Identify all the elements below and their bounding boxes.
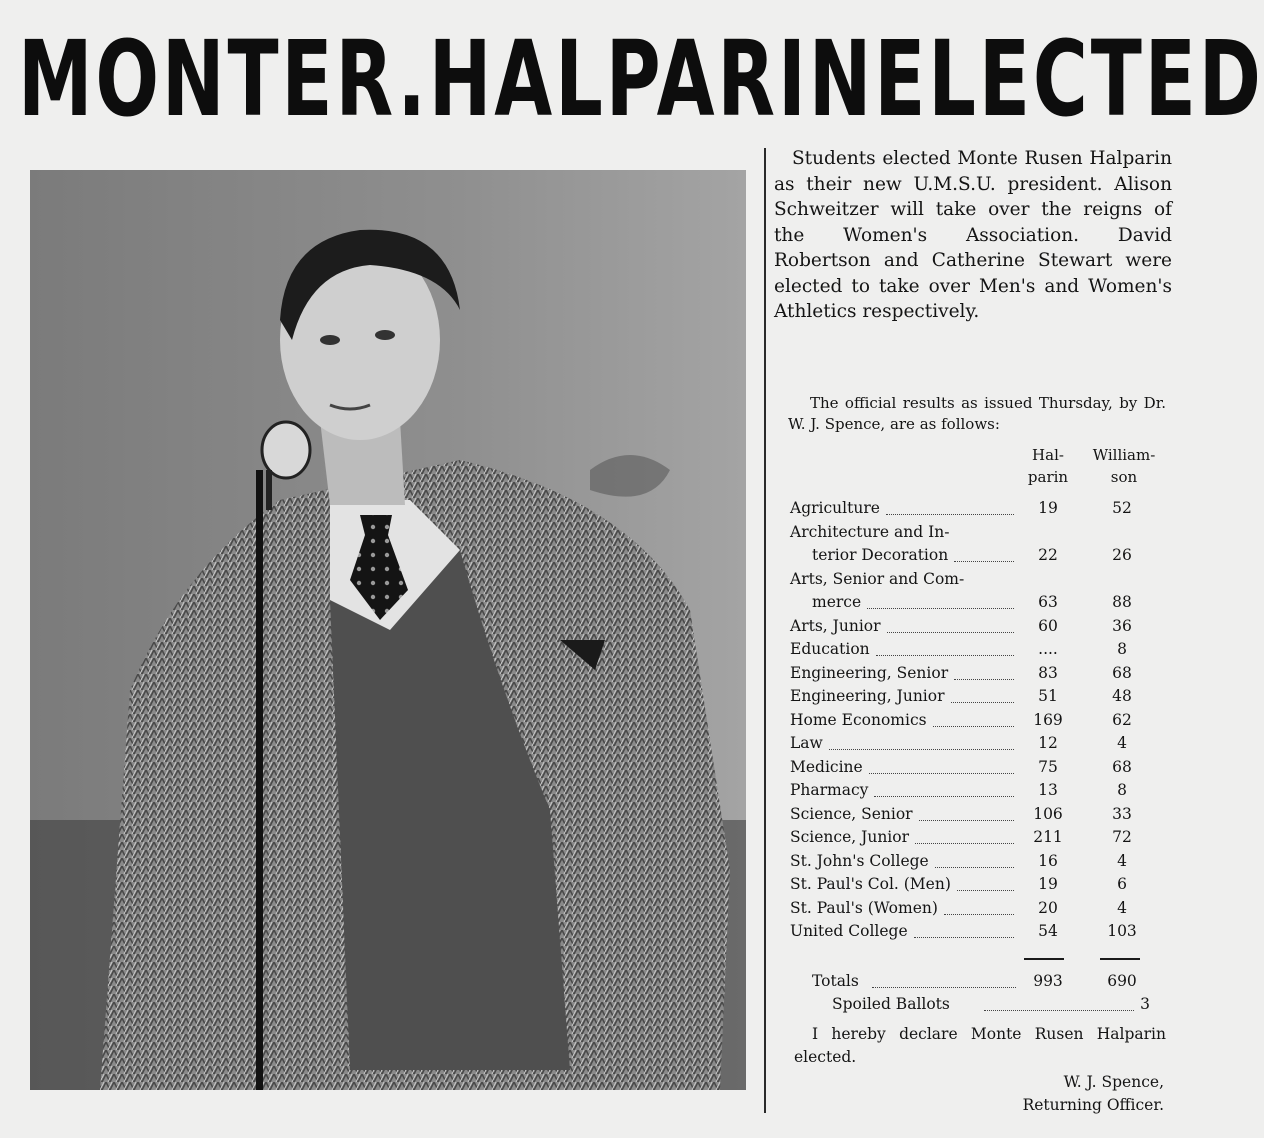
result-row [790,568,1150,592]
result-faculty: Science, Senior [790,804,913,823]
headline-word-elected: ELECTED [874,18,1264,140]
result-williamson: 68 [1112,757,1132,776]
result-williamson: 62 [1112,710,1132,729]
result-halparin: 169 [1033,710,1063,729]
column-header-williamson-line1: William- [1092,446,1156,464]
headline-word-halparin: HALPARIN [428,18,875,140]
result-row [790,850,1150,874]
result-row [790,709,1150,733]
result-row [790,497,1150,521]
totals-rule-williamson [1100,958,1140,960]
intro-text: Students elected Monte Rusen Halparin as their new U.M.S.U. president. Alison Schweitzer will take over the reigns of the Women's Association. David Robertson and Catherine Stewart were elected to take over Men's and Women's Athletics respectively. [774,148,1172,322]
leader-dots [915,842,1014,844]
result-row [790,756,1150,780]
result-halparin: .... [1038,640,1058,658]
leader-dots [886,513,1014,515]
result-faculty: Arts, Senior and Com- [790,569,965,588]
results-lead [788,393,1166,435]
column-header-williamson [1084,444,1164,488]
leader-dots [944,913,1014,915]
result-faculty: St. Paul's (Women) [790,898,938,917]
result-halparin: 13 [1038,781,1058,799]
result-faculty: Medicine [790,757,863,776]
result-halparin: 60 [1038,616,1058,635]
result-row [790,591,1150,615]
result-williamson: 6 [1117,875,1127,893]
result-williamson: 33 [1112,804,1132,823]
result-williamson: 48 [1112,687,1132,705]
result-halparin: 51 [1038,687,1058,705]
leader-dots [914,936,1014,938]
result-row [790,920,1150,944]
results-table [790,497,1150,944]
result-williamson: 88 [1112,593,1132,611]
leader-dots [876,654,1014,656]
leader-dots [829,748,1014,750]
signature-name: W. J. Spence, [1063,1073,1164,1091]
result-halparin: 54 [1038,922,1058,940]
result-faculty: Education [790,640,870,658]
leader-dots [874,795,1014,797]
result-williamson: 4 [1117,898,1127,917]
result-row [790,732,1150,756]
result-williamson: 26 [1112,546,1132,564]
result-faculty: terior Decoration [812,546,949,564]
totals-block [790,970,1150,1016]
result-halparin: 16 [1038,851,1058,870]
leader-dots [869,772,1014,774]
result-row [790,873,1150,897]
column-header-williamson-line2: son [1110,468,1138,486]
result-faculty: merce [812,593,862,611]
result-row [790,544,1150,568]
intro-paragraph [774,146,1172,325]
result-williamson: 4 [1117,734,1127,752]
result-halparin: 83 [1038,663,1058,682]
leader-dots [933,725,1014,727]
result-faculty: Engineering, Senior [790,663,949,682]
spoiled-label: Spoiled Ballots [832,995,950,1013]
spoiled-value: 3 [1140,995,1150,1013]
result-faculty: Home Economics [790,710,927,729]
leader-dots [954,678,1014,680]
result-williamson: 36 [1112,616,1132,635]
speaker-photo-illustration [30,170,746,1090]
result-faculty: Science, Junior [790,828,909,846]
totals-halparin: 993 [1033,972,1063,990]
result-faculty: Pharmacy [790,781,869,799]
headline [18,14,1264,144]
result-halparin: 211 [1033,828,1063,846]
leader-dots [867,607,1014,609]
leader-dots [919,819,1014,821]
column-header-halparin [1020,444,1076,488]
leader-dots [954,560,1014,562]
speaker-photo [30,170,746,1090]
headline-word-initial: R. [335,18,429,140]
result-halparin: 22 [1038,546,1058,564]
result-row [790,779,1150,803]
column-header-halparin-line1: Hal- [1032,446,1064,464]
leader-dots [935,866,1014,868]
result-faculty: Architecture and In- [790,522,950,541]
totals-label: Totals [812,972,859,990]
result-faculty: Arts, Junior [790,616,881,635]
result-halparin: 19 [1038,875,1058,893]
result-faculty: St. Paul's Col. (Men) [790,875,951,893]
totals-rule-halparin [1024,958,1064,960]
result-williamson: 103 [1107,922,1137,940]
result-row [790,897,1150,921]
result-row [790,826,1150,850]
leader-dots [887,631,1014,633]
result-williamson: 8 [1117,781,1127,799]
column-rule [764,148,766,1113]
result-williamson: 52 [1112,499,1132,517]
leader-dots [951,701,1014,703]
spoiled-row [790,993,1150,1016]
result-williamson: 8 [1117,640,1127,658]
result-row [790,521,1150,545]
headline-word-monte: MONTE [18,18,336,140]
result-faculty: Engineering, Junior [790,687,945,705]
result-row [790,662,1150,686]
result-halparin: 19 [1038,499,1058,517]
result-williamson: 4 [1117,851,1127,870]
result-halparin: 20 [1038,898,1058,917]
result-row [790,685,1150,709]
result-williamson: 68 [1112,663,1132,682]
result-faculty: United College [790,922,908,940]
result-faculty: St. John's College [790,851,929,870]
result-row [790,803,1150,827]
leader-dots [957,889,1014,891]
totals-row [790,970,1150,993]
results-lead-text: The official results as issued Thursday, by Dr. W. J. Spence, are as follows: [788,394,1166,433]
result-halparin: 75 [1038,757,1058,776]
result-halparin: 106 [1033,804,1063,823]
result-faculty: Law [790,734,823,752]
result-halparin: 12 [1038,734,1058,752]
declaration-text: I hereby declare Monte Rusen Halparin elected. [794,1025,1166,1066]
column-header-halparin-line2: parin [1027,468,1069,486]
result-williamson: 72 [1112,828,1132,846]
result-faculty: Agriculture [790,499,880,517]
result-row [790,638,1150,662]
leader-dots [872,986,1016,988]
totals-williamson: 690 [1107,972,1137,990]
result-row [790,615,1150,639]
signature-title: Returning Officer. [1022,1096,1164,1114]
declaration [794,1023,1166,1069]
result-halparin: 63 [1038,593,1058,611]
